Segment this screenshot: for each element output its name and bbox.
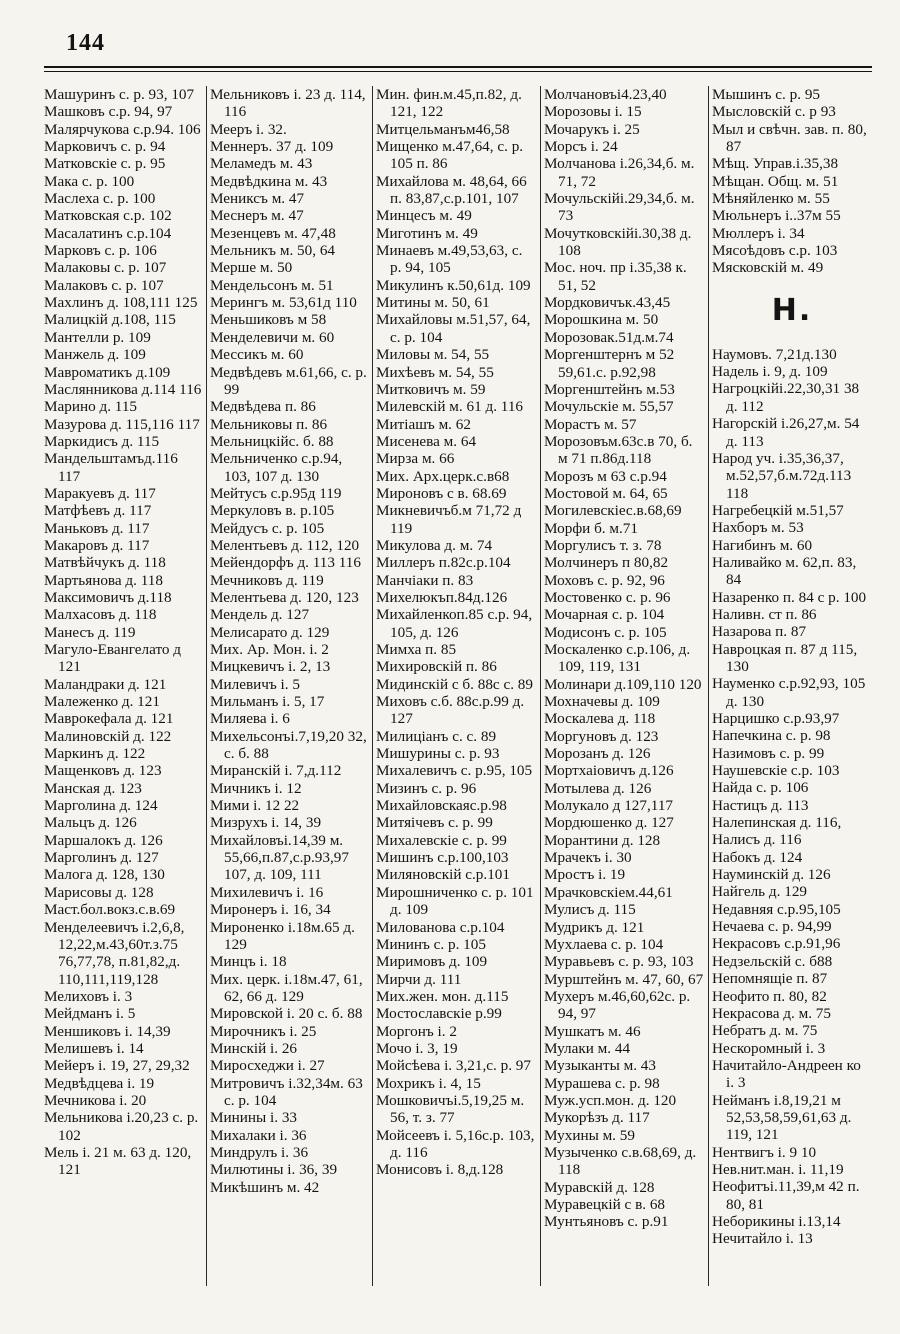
directory-entry: Маслянникова д.114 116 [44,380,202,398]
directory-entry: Манская д. 123 [44,779,142,797]
column-1 [44,86,202,1316]
directory-entry: Непомнящіе п. 87 [712,970,828,988]
directory-entry: Микулинъ к.50,61д. 109 [376,276,531,294]
directory-entry: Мейдманъ і. 5 [44,1005,136,1023]
directory-entry: Михировскій п. 86 [376,658,497,676]
directory-entry: Меламедъ м. 43 [210,155,313,173]
directory-columns [40,86,876,1316]
directory-entry: Молинари д.109,110 120 [544,675,702,693]
directory-entry: Меснеръ м. 47 [210,207,304,225]
directory-entry: Москалева д. 118 [544,710,656,728]
directory-entry: Молчинеръ п 80,82 [544,554,669,572]
directory-entry: Малхасовъ д. 118 [44,606,157,624]
directory-entry: Милиціанъ с. с. 89 [376,727,497,745]
directory-entry: Мазурова д. 115,116 117 [44,415,200,433]
directory-entry: Мисенева м. 64 [376,432,477,450]
directory-entry: Миронеръ і. 16, 34 [210,901,331,919]
directory-entry: Морозовъм.63с.в 70, б. м 71 п.86д.118 [544,432,693,468]
directory-entry: Морозанъ д. 126 [544,745,651,763]
directory-entry: Мюллеръ і. 34 [712,224,805,242]
directory-entry: Малярчукова с.р.94. 106 [44,120,201,138]
directory-entry: Миловы м. 54, 55 [376,346,490,364]
directory-entry: Максимовичъ д.118 [44,588,172,606]
directory-entry: Мельницкійс. б. 88 [210,432,334,450]
directory-entry: Мухеръ м.46,60,62с. р. 94, 97 [544,987,691,1023]
directory-entry: Мишинъ с.р.100,103 [376,849,509,867]
directory-entry: Мотылева д. 126 [544,779,652,797]
directory-entry: Марино д. 115 [44,398,138,416]
directory-entry: Мордковичък.43,45 [544,294,671,312]
directory-entry: Медвѣдевъ м.61,66, с. р. 99 [210,363,367,398]
directory-entry: Меньшиковъ м 58 [210,311,327,329]
page-number: 144 [66,30,105,56]
directory-entry: Мочо і. 3, 19 [376,1039,458,1057]
directory-entry: Нагибинъ м. 60 [712,536,813,554]
directory-entry: Мукорѣзъ д. 117 [544,1109,650,1127]
directory-entry: Мака с. р. 100 [44,172,135,190]
directory-entry: Мухины м. 59 [544,1126,635,1144]
directory-entry: Матвѣйчукъ д. 118 [44,554,166,572]
directory-entry: Мишурины с. р. 93 [376,745,500,763]
directory-entry: Муравьевъ с. р. 93, 103 [544,953,694,971]
directory-entry: Мениксъ м. 47 [210,190,305,208]
directory-entry: Назарова п. 87 [712,623,807,641]
directory-entry: Мейтусъ с.р.95д 119 [210,484,342,502]
directory-entry: Менделевичи м. 60 [210,328,335,346]
directory-entry: Миховъ с.б. 88с.р.99 д. 127 [376,693,525,728]
directory-entry: Нечитайло і. 13 [712,1230,813,1248]
directory-entry: Мочарукъ і. 25 [544,120,640,138]
directory-entry: Мурашева с. р. 98 [544,1074,660,1092]
directory-entry: Нагребецкій м.51,57 [712,501,844,519]
directory-entry: Милевскій м. 61 д. 116 [376,398,524,416]
directory-entry: Морошкина м. 50 [544,311,659,329]
directory-entry: Мельниковы п. 86 [210,415,328,433]
directory-entry: Мостовой м. 64, 65 [544,484,668,502]
header-rule [44,66,872,68]
directory-entry: Моргенштернъ м 52 59,61.с. р.92,98 [544,346,675,381]
directory-entry: Мясковскій м. 49 [712,259,824,277]
directory-entry: Мальцъ д. 126 [44,814,137,832]
directory-entry: Навроцкая п. 87 д 115, 130 [712,640,858,675]
directory-entry: Моховъ с. р. 92, 96 [544,571,665,589]
directory-entry: Микулова д. м. 74 [376,536,493,554]
directory-entry: Матфѣевъ д. 117 [44,502,152,520]
directory-entry: Муравскій д. 128 [544,1178,655,1196]
directory-entry: Некрасовъ с.р.91,96 [712,935,841,953]
directory-entry: Манжель д. 109 [44,346,146,364]
directory-entry: Молчанова і.26,34,б. м. 71, 72 [544,155,695,190]
directory-entry: Михелюкъп.84д.126 [376,588,508,606]
directory-entry: Мочарная с. р. 104 [544,606,665,624]
directory-entry: Марковъ с. р. 106 [44,242,157,260]
column-2 [210,86,368,1316]
directory-entry: Митiашъ м. 62 [376,415,471,433]
directory-entry: Минцесъ м. 49 [376,207,472,225]
directory-entry: Мантелли р. 109 [44,328,151,346]
directory-entry: Мѣщан. Общ. м. 51 [712,172,839,190]
directory-entry: Мироненко і.18м.65 д. 129 [210,918,355,953]
directory-entry: Мицкевичъ і. 2, 13 [210,658,331,676]
directory-entry: Народ уч. і.35,36,37, м.52,57,б.м.72д.113 118 [712,449,852,502]
directory-entry: Михалевичъ с. р.95, 105 [376,762,533,780]
directory-entry: Настицъ д. 113 [712,796,809,814]
directory-entry: Мунтьяновъ с. р.91 [544,1213,669,1231]
directory-entry: Мининъ с. р. 105 [376,935,486,953]
directory-entry: Мезенцевъ м. 47,48 [210,224,336,242]
directory-entry: Набокъ д. 124 [712,848,803,866]
directory-entry: Макаровъ д. 117 [44,536,150,554]
directory-entry: Налисъ д. 116 [712,831,802,849]
directory-entry: Маркинъ д. 122 [44,745,146,763]
directory-entry: Матковскіе с. р. 95 [44,155,166,173]
directory-entry: Масалатинъ с.р.104 [44,224,172,242]
directory-entry: Нейманъ і.8,19,21 м 52,53,58,59,61,63 д. 119, 121 [712,1091,852,1144]
directory-entry: Наливн. ст п. 86 [712,605,817,623]
directory-entry: Мичникъ і. 12 [210,779,302,797]
directory-entry: Мочульскіе м. 55,57 [544,398,674,416]
directory-entry: Магуло-Евангелато д 121 [44,641,181,676]
directory-entry: Модисонъ с. р. 105 [544,623,667,641]
directory-entry: Мизрухъ і. 14, 39 [210,814,322,832]
directory-entry: Мейдусъ с. р. 105 [210,519,325,537]
column-divider [708,86,709,1286]
directory-entry: Маврокефала д. 121 [44,710,174,728]
directory-entry: Манчіаки п. 83 [376,571,474,589]
directory-entry: Мирошниченко с. р. 101 д. 109 [376,883,534,919]
directory-entry: Миросхеджи і. 27 [210,1057,325,1075]
directory-entry: Милевичъ і. 5 [210,675,300,693]
directory-entry: Мерингъ м. 53,61д 110 [210,294,357,312]
directory-entry: Мих. Ар. Мон. і. 2 [210,641,329,658]
directory-entry: Нечаева с. р. 94,99 [712,918,832,936]
directory-entry: Михилевичъ і. 16 [210,883,324,901]
directory-entry: Мин. фин.м.45,п.82, д. 121, 122 [376,86,522,121]
directory-entry: Мидинскій с б. 88с с. 89 [376,675,533,693]
directory-entry: Мавроматикъ д.109 [44,363,171,381]
directory-entry: Михалаки і. 36 [210,1126,307,1144]
directory-entry: Михайленкоп.85 с.р. 94, 105, д. 126 [376,606,533,641]
directory-entry: Музыканты м. 43 [544,1057,656,1075]
directory-entry: Митковичъ м. 59 [376,380,486,398]
directory-entry: Небратъ д. м. 75 [712,1022,818,1040]
directory-entry: Мрачекъ і. 30 [544,849,632,867]
header-rule-thin [44,71,872,72]
directory-entry: Михайловъі.14,39 м. 55,66,п.87,с.р.93,97 107, д. 109, 111 [210,831,349,884]
directory-entry: Меркуловъ в. р.105 [210,502,335,520]
directory-entry: Мимха п. 85 [376,641,457,658]
column-divider [372,86,373,1286]
directory-entry: Могилевскіес.в.68,69 [544,502,682,520]
directory-entry: Музыченко с.в.68,69, д. 118 [544,1143,697,1179]
directory-entry: Мортхаіовичъ д.126 [544,762,674,780]
directory-entry: Мейендорфъ д. 113 116 [210,554,361,572]
directory-entry: Мос. ноч. пр і.35,38 к. 51, 52 [544,259,687,294]
directory-entry: Миляновскій с.р.101 [376,866,510,884]
directory-entry: Нагорскій і.26,27,м. 54 д. 113 [712,415,860,450]
directory-entry: Мерше м. 50 [210,259,293,277]
directory-entry: Морастъ м. 57 [544,415,637,433]
directory-entry: Мростъ і. 19 [544,866,626,884]
directory-entry: Микѣшинъ м. 42 [210,1178,320,1196]
directory-entry: Налепинская д. 116, [712,814,842,832]
directory-entry: Мими і. 12 22 [210,797,300,815]
directory-entry: Моргуновъ д. 123 [544,727,659,745]
section-letter: Н. [771,292,813,328]
directory-entry: Миготинъ м. 49 [376,224,478,242]
directory-entry: Маршалокъ д. 126 [44,831,163,849]
directory-entry: Неборикины і.13,14 [712,1212,841,1230]
directory-entry: Миллеръ п.82с.р.104 [376,554,511,572]
directory-entry: Муж.усп.мон. д. 120 [544,1091,677,1109]
directory-entry: Мильманъ і. 5, 17 [210,693,325,711]
directory-entry: Мойсѣева і. 3,21,с. р. 97 [376,1057,531,1075]
directory-entry: Мих. церк. і.18м.47, 61, 62, 66 д. 129 [210,970,363,1005]
directory-entry: Маст.бол.вокз.с.в.69 [44,901,176,919]
directory-entry: Машуринъ с. р. 93, 107 [44,86,195,103]
directory-entry: Мандельштамъд.116 117 [44,450,178,485]
directory-entry: Мыл и свѣчн. зав. п. 80, 87 [712,120,867,156]
directory-entry: Мочульскійі.29,34,б. м. 73 [544,190,695,225]
directory-entry: Маркидисъ д. 115 [44,432,160,450]
directory-entry: Мохрикъ і. 4, 15 [376,1074,481,1092]
directory-entry: Нарцишко с.р.93,97 [712,710,840,727]
directory-entry: Митяічевъ с. р. 99 [376,814,493,832]
directory-entry: Мушкатъ м. 46 [544,1022,641,1040]
directory-entry: Москаленко с.р.106, д. 109, 119, 131 [544,641,691,676]
directory-entry: Мордюшенко д. 127 [544,814,674,832]
directory-entry: Мель і. 21 м. 63 д. 120, 121 [44,1143,192,1179]
directory-entry: Назаренко п. 84 с р. 100 [712,588,867,606]
directory-entry: Митровичъ і.32,34м. 63 с. р. 104 [210,1074,363,1109]
directory-entry: Мирчи д. 111 [376,970,462,988]
directory-entry: Мечниковъ д. 119 [210,571,324,589]
directory-entry: Малицкій д.108, 115 [44,311,176,329]
directory-entry: Мысловскій с. р 93 [712,103,836,121]
directory-entry: Мулаки м. 44 [544,1039,631,1057]
directory-entry: Миримовъ д. 109 [376,953,488,971]
directory-entry: Нев.нит.ман. і. 11,19 [712,1160,844,1178]
column-5 [712,86,872,1316]
column-4 [544,86,704,1316]
directory-entry: Недавняя с.р.95,105 [712,900,841,918]
directory-entry: Марголина д. 124 [44,797,158,815]
directory-entry: Мочутковскійі.30,38 д. 108 [544,224,692,260]
directory-entry: Мельникова і.20,23 с. р. 102 [44,1109,199,1144]
directory-entry: Малеженко д. 121 [44,693,160,711]
directory-entry: Мѣщ. Управ.і.35,38 [712,155,839,173]
directory-entry: Мрачковскіем.44,61 [544,883,673,901]
directory-entry: Начитайло-Андреен ко і. 3 [712,1056,861,1092]
directory-entry: Некрасова д. м. 75 [712,1004,831,1022]
directory-entry: Молукало д 127,117 [544,797,674,815]
directory-entry: Мостовенко с. р. 96 [544,588,671,606]
directory-entry: Надель і. 9, д. 109 [712,363,828,381]
directory-entry: Мелентьева д. 120, 123 [210,588,359,606]
directory-entry: Мирза м. 66 [376,450,455,468]
directory-entry: Науменко с.р.92,93, 105 д. 130 [712,675,866,710]
directory-entry: Мельниченко с.р.94, 103, 107 д. 130 [210,450,343,485]
directory-entry: Мясоѣдовъ с.р. 103 [712,242,838,260]
directory-entry: Маландраки д. 121 [44,675,167,693]
directory-entry: Мюльнеръ і..37м 55 [712,207,841,225]
directory-entry: Наушевскіе с.р. 103 [712,762,840,780]
directory-entry: Мащенковъ д. 123 [44,762,162,780]
directory-entry: Михельсонъі.7,19,20 32, с. б. 88 [210,727,367,763]
directory-entry: Меннеръ. 37 д. 109 [210,138,334,156]
directory-entry: Назимовъ с. р. 99 [712,744,825,762]
directory-entry: Марисовы д. 128 [44,883,154,901]
directory-entry: Мохначевы д. 109 [544,693,660,711]
directory-entry: Махлинъ д. 108,111 125 [44,294,198,312]
column-divider [206,86,207,1286]
directory-entry: Маракуевъ д. 117 [44,484,156,502]
directory-entry: Недзельскій с. б88 [712,952,833,970]
directory-entry: Науминскій д. 126 [712,866,831,884]
directory-entry: Малога д. 128, 130 [44,866,165,884]
directory-entry: Мих. Арх.церк.с.в68 [376,467,510,485]
directory-entry: Минины і. 33 [210,1109,298,1127]
directory-entry: Неофитъі.11,39,м 42 п. 80, 81 [712,1178,860,1213]
directory-entry: Манесъ д. 119 [44,623,136,641]
directory-entry: Мелишевъ і. 14 [44,1039,144,1057]
directory-entry: Мендельсонъ м. 51 [210,276,334,294]
directory-entry: Милованова с.р.104 [376,918,505,936]
directory-entry: Мартьянова д. 118 [44,571,163,589]
directory-entry: Мировской і. 20 с. б. 88 [210,1005,363,1023]
directory-entry: Моргонъ і. 2 [376,1022,457,1040]
column-3 [376,86,536,1316]
directory-entry: Морантини д. 128 [544,831,661,849]
directory-entry: Напечкина с. р. 98 [712,727,831,745]
directory-entry: Мойсеевъ і. 5,16с.р. 103, д. 116 [376,1126,535,1161]
directory-entry: Мих.жен. мон. д.115 [376,987,509,1005]
directory-entry: Мухлаева с. р. 104 [544,935,664,953]
directory-entry: Мееръ і. 32. [210,120,287,138]
directory-entry: Мѣняйленко м. 55 [712,190,830,208]
directory-entry: Моргенштейнъ м.53 [544,380,675,398]
directory-entry: Матковская с.р. 102 [44,207,172,225]
directory-entry: Миляева і. 6 [210,710,290,728]
directory-entry: Медвѣдкина м. 43 [210,172,328,190]
directory-entry: Мельникъ м. 50, 64 [210,242,336,260]
directory-entry: Минскій і. 26 [210,1039,298,1057]
directory-entry: Мелисарато д. 129 [210,623,330,641]
directory-entry: Михалевскіе с. р. 99 [376,831,507,849]
directory-entry: Миндрулъ і. 36 [210,1143,309,1161]
directory-entry: Медвѣдева п. 86 [210,398,316,416]
directory-entry: Нентвигъ і. 9 10 [712,1143,817,1161]
directory-entry: Митцельманъм46,58 [376,120,510,138]
directory-entry: Михайловы м.51,57, 64, с. р. 104 [376,311,531,346]
directory-entry: Мулисъ д. 115 [544,901,636,919]
directory-entry: Минаевъ м.49,53,63, с. р. 94, 105 [376,242,523,277]
directory-entry: Найгель д. 129 [712,883,808,901]
directory-entry: Муравецкій с в. 68 [544,1196,666,1213]
directory-entry: Мышинъ с. р. 95 [712,86,821,103]
directory-entry: Морозовак.51д.м.74 [544,328,674,346]
directory-entry: Машковъ с.р. 94, 97 [44,103,173,121]
directory-entry: Мейеръ і. 19, 27, 29,32 [44,1057,190,1075]
directory-entry: Мессикъ м. 60 [210,346,304,364]
directory-entry: Мизинъ с. р. 96 [376,779,477,797]
column-divider [540,86,541,1286]
directory-entry: Марковичъ с. р. 94 [44,138,166,156]
directory-entry: Неофито п. 80, 82 [712,987,827,1005]
directory-entry: Мошковичъі.5,19,25 м. 56, т. з. 77 [376,1091,525,1127]
directory-entry: Маслеха с. р. 100 [44,190,156,208]
directory-entry: Миранскій і. 7,д.112 [210,762,342,780]
directory-entry: Мудрикъ д. 121 [544,918,645,936]
directory-entry: Микневичъб.м 71,72 д 119 [376,502,522,537]
directory-entry: Наумовъ. 7,21д.130 [712,345,837,363]
directory-entry: Морозъ м 63 с.р.94 [544,467,667,485]
directory-entry: Мелентьевъ д. 112, 120 [210,536,360,554]
directory-entry: Наливайко м. 62,п. 83, 84 [712,553,857,589]
directory-entry: Марголинъ д. 127 [44,849,159,867]
directory-entry: Минцъ і. 18 [210,953,287,971]
directory-entry: Моргулисъ т. з. 78 [544,536,662,554]
directory-entry: Нахборъ м. 53 [712,519,804,537]
directory-entry: Нескоромный і. 3 [712,1039,826,1057]
directory-entry: Михайловскаяс.р.98 [376,797,507,815]
directory-entry: Малиновскій д. 122 [44,727,172,745]
directory-entry: Молчановъі4.23,40 [544,86,667,103]
directory-entry: Мелиховъ і. 3 [44,987,133,1005]
directory-entry: Мельниковъ і. 23 д. 114, 116 [210,86,366,121]
directory-entry: Мечникова і. 20 [44,1091,147,1109]
directory-entry: Менделеевичъ і.2,6,8, 12,22,м.43,60т.з.75 76,77,78, п.81,82,д. 110,111,119,128 [44,918,185,988]
directory-entry: Милютины і. 36, 39 [210,1161,338,1179]
directory-entry: Мостославскіе р.99 [376,1005,502,1023]
directory-entry: Малаковы с. р. 107 [44,259,167,277]
directory-entry: Медвѣдцева і. 19 [44,1074,155,1092]
directory-entry: Михайлова м. 48,64, 66 п. 83,87,с.р.101, 107 [376,172,527,208]
directory-entry: Морфи б. м.71 [544,519,638,537]
directory-entry: Меншиковъ і. 14,39 [44,1022,171,1040]
directory-entry: Митины м. 50, 61 [376,294,490,312]
directory-entry: Мирочникъ і. 25 [210,1022,317,1040]
directory-entry: Нагроцкійі.22,30,31 38 д. 112 [712,380,860,415]
directory-entry: Михѣевъ м. 54, 55 [376,363,494,381]
directory-entry: Мищенко м.47,64, с. р. 105 п. 86 [376,138,524,173]
directory-entry: Малаковъ с. р. 107 [44,276,164,294]
directory-entry: Монисовъ і. 8,д.128 [376,1161,504,1179]
directory-entry: Мироновъ с в. 68.69 [376,484,507,502]
directory-entry: Маньковъ д. 117 [44,519,150,537]
directory-entry: Морозовы і. 15 [544,103,642,121]
directory-entry: Морсъ і. 24 [544,138,618,156]
directory-entry: Мендель д. 127 [210,606,310,624]
directory-entry: Мурштейнъ м. 47, 60, 67 [544,970,704,988]
directory-entry: Найда с. р. 106 [712,779,809,797]
